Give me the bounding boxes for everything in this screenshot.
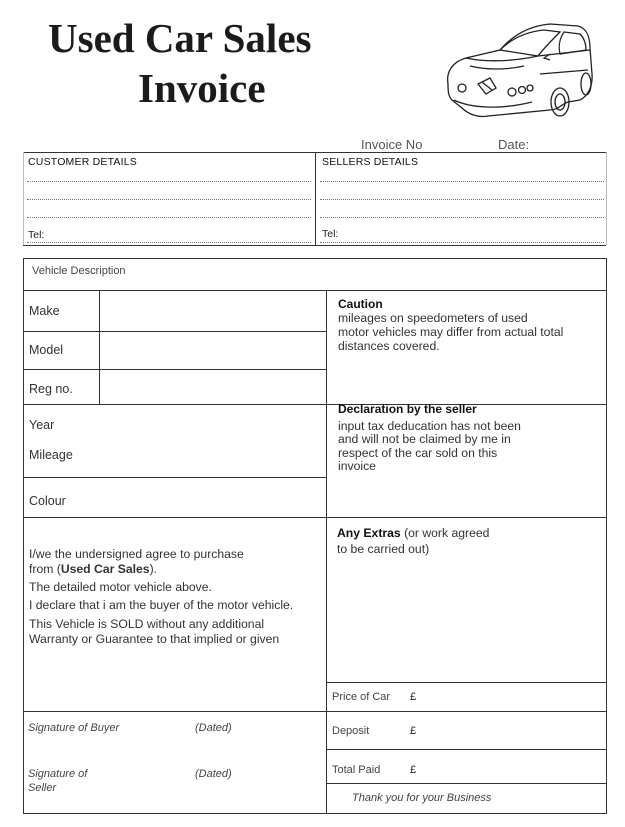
year-field[interactable] <box>100 405 325 440</box>
mileage-field[interactable] <box>100 441 325 477</box>
agreement-line-1: I/we the undersigned agree to purchase <box>29 547 244 561</box>
sellers-details-heading: SELLERS DETAILS <box>322 156 419 168</box>
extras-line-2: to be carried out) <box>337 542 430 556</box>
details-left-border <box>23 152 24 245</box>
seller-tel-label: Tel: <box>322 228 339 240</box>
agreement-line-2-suffix: ). <box>149 561 158 576</box>
car-illustration <box>440 14 600 126</box>
invoice-number-label: Invoice No <box>361 137 423 152</box>
agreement-line-6: Warranty or Guarantee to that implied or given <box>29 631 280 646</box>
caution-line-2: motor vehicles may differ from actual total <box>338 325 564 339</box>
agreement-text <box>29 547 293 646</box>
extras-section <box>337 525 489 557</box>
caution-line-1: mileages on speedometers of used <box>338 311 528 325</box>
agreement-line-5: This Vehicle is SOLD without any additional <box>29 617 265 631</box>
buyer-signature-field[interactable] <box>24 738 324 762</box>
invoice-title-line1: Used Car Sales <box>48 15 312 61</box>
agreement-line-4: I declare that i am the buyer of the motor vehicle. <box>29 597 294 612</box>
details-bottom-border <box>23 245 606 246</box>
seller-signature-field[interactable] <box>24 790 324 812</box>
signature-row-line <box>23 711 607 712</box>
extras-heading-suffix: (or work agreed <box>400 526 490 540</box>
total-paid-field[interactable] <box>420 751 605 782</box>
total-paid-label: Total Paid <box>332 764 381 776</box>
declaration-line-1: input tax deducation has not been <box>338 418 521 433</box>
customer-line-2[interactable] <box>27 199 311 200</box>
colour-row-line <box>23 517 607 518</box>
make-label: Make <box>29 304 60 318</box>
declaration-line-3: respect of the car sold on this <box>338 445 498 460</box>
agreement-company-name: Used Car Sales <box>60 561 150 576</box>
extras-heading: Any Extras <box>337 526 401 540</box>
mileage-label: Mileage <box>29 448 73 462</box>
invoice-date-label: Date: <box>498 137 530 152</box>
price-row-line <box>326 682 607 683</box>
seller-line-3[interactable] <box>320 217 604 218</box>
deposit-currency: £ <box>410 725 417 737</box>
buyer-dated-label: (Dated) <box>195 722 232 734</box>
total-row-line <box>326 783 607 784</box>
model-field[interactable] <box>100 332 325 369</box>
price-currency: £ <box>410 691 417 703</box>
deposit-row-line <box>326 749 607 750</box>
declaration-line-2: and will not be claimed by me in <box>338 432 511 446</box>
colour-label: Colour <box>29 494 66 508</box>
regno-field[interactable] <box>100 370 325 404</box>
price-of-car-field[interactable] <box>420 684 605 710</box>
extras-field[interactable] <box>327 560 606 681</box>
caution-section <box>338 297 563 353</box>
price-of-car-label: Price of Car <box>332 691 391 703</box>
make-field[interactable] <box>100 291 325 331</box>
declaration-line-4: invoice <box>338 459 376 473</box>
year-label: Year <box>29 418 55 432</box>
seller-line-1[interactable] <box>320 181 604 182</box>
seller-signature-label-line1: Signature of <box>28 768 88 780</box>
form-center-divider <box>326 290 327 814</box>
colour-field[interactable] <box>100 478 325 517</box>
caution-heading: Caution <box>338 297 383 311</box>
declaration-section <box>338 403 521 474</box>
buyer-signature-label: Signature of Buyer <box>28 722 120 734</box>
vehicle-description-heading: Vehicle Description <box>32 265 126 277</box>
total-paid-currency: £ <box>410 764 417 776</box>
customer-line-3[interactable] <box>27 217 311 218</box>
deposit-field[interactable] <box>420 713 605 748</box>
details-right-border <box>606 152 607 245</box>
thank-you-note: Thank you for your Business <box>352 792 492 804</box>
customer-tel-line[interactable] <box>27 242 311 243</box>
customer-tel-label: Tel: <box>28 229 45 241</box>
model-label: Model <box>29 343 64 357</box>
declaration-heading: Declaration by the seller <box>338 402 477 416</box>
agreement-line-2-prefix: from ( <box>29 561 61 576</box>
customer-details-heading: CUSTOMER DETAILS <box>28 156 137 168</box>
invoice-title-line2: Invoice <box>138 65 266 111</box>
seller-dated-label: (Dated) <box>195 768 232 780</box>
agreement-line-3: The detailed motor vehicle above. <box>29 580 212 594</box>
caution-line-3: distances covered. <box>338 339 440 353</box>
deposit-label: Deposit <box>332 725 370 737</box>
seller-line-2[interactable] <box>320 199 604 200</box>
regno-label: Reg no. <box>29 382 73 396</box>
details-divider <box>315 152 316 245</box>
seller-signature-label-line2: Seller <box>28 782 57 794</box>
customer-line-1[interactable] <box>27 181 311 182</box>
seller-tel-line[interactable] <box>320 242 604 243</box>
